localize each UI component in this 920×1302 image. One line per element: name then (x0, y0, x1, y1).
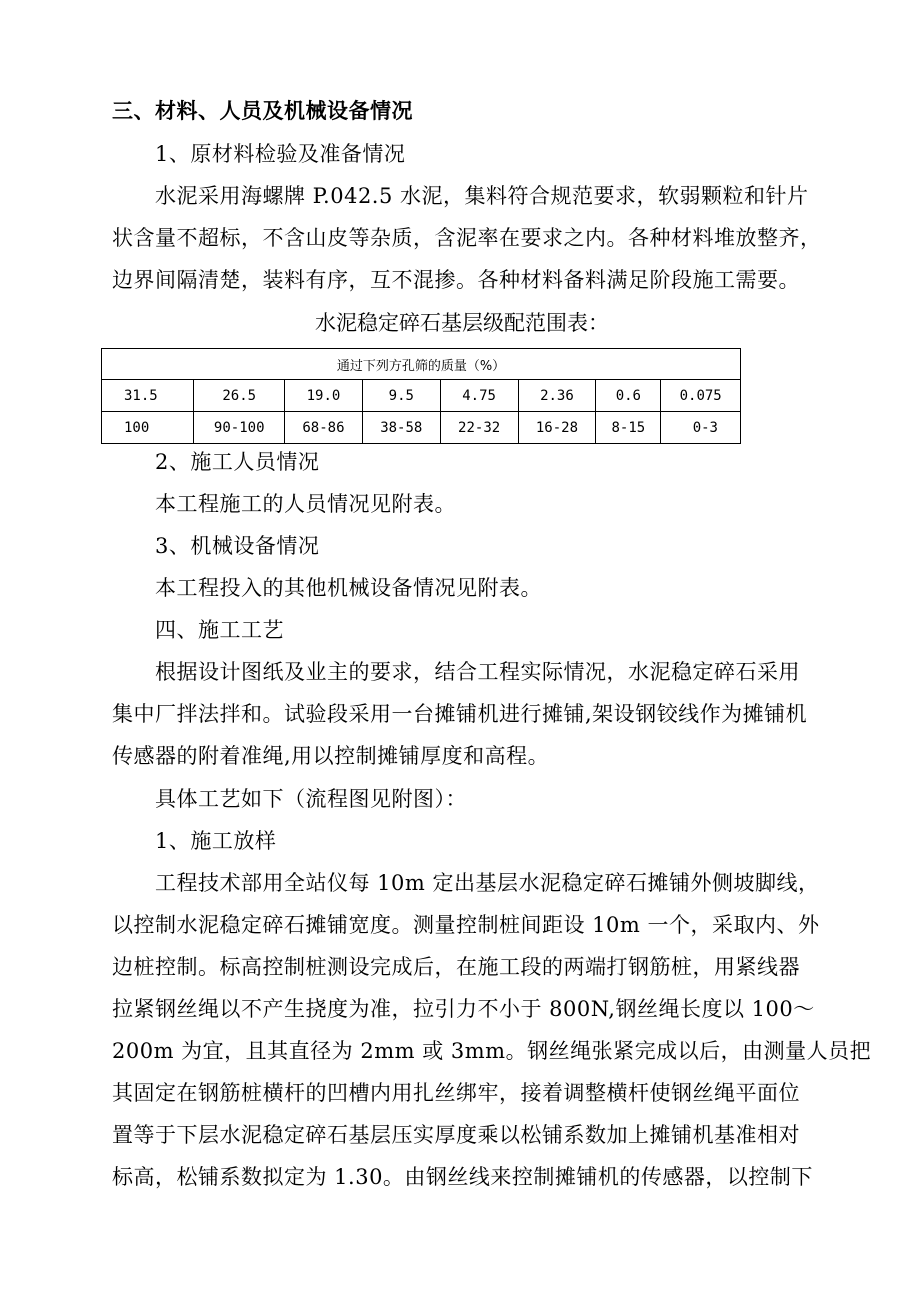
sieve-size-cell: 0.6 (596, 380, 661, 412)
subsection-2-title: 2、施工人员情况 (155, 450, 320, 474)
section-4-title: 四、施工工艺 (155, 618, 284, 642)
paragraph-line: 200m 为宜，且其直径为 2mm 或 3mm。钢丝绳张紧完成以后，由测量人员把 (112, 1039, 872, 1063)
section-3-title: 三、材料、人员及机械设备情况 (112, 98, 413, 123)
passing-cell: 0-3 (661, 412, 741, 444)
gradation-table (101, 348, 741, 444)
paragraph-line: 根据设计图纸及业主的要求，结合工程实际情况，水泥稳定碎石采用 (155, 660, 800, 684)
paragraph-line: 集中厂拌法拌和。试验段采用一台摊铺机进行摊铺,架设钢铰线作为摊铺机 (112, 702, 808, 726)
paragraph-line: 水泥采用海螺牌 P.042.5 水泥，集料符合规范要求，软弱颗粒和针片 (155, 184, 809, 208)
table-header-row (102, 349, 741, 380)
sieve-size-cell: 4.75 (440, 380, 518, 412)
subsection-title: 1、施工放样 (155, 829, 277, 853)
subsection-3-title: 3、机械设备情况 (155, 534, 320, 558)
passing-cell: 38-58 (362, 412, 440, 444)
passing-cell: 8-15 (596, 412, 661, 444)
passing-cell: 90-100 (194, 412, 285, 444)
subsection-1-title: 1、原材料检验及准备情况 (155, 142, 406, 166)
table-row (102, 412, 741, 444)
sieve-size-cell: 2.36 (518, 380, 596, 412)
sieve-size-cell: 31.5 (102, 380, 194, 412)
sieve-size-cell: 0.075 (661, 380, 741, 412)
passing-cell: 68-86 (285, 412, 363, 444)
paragraph-line: 传感器的附着准绳,用以控制摊铺厚度和高程。 (112, 744, 550, 768)
sieve-size-cell: 9.5 (362, 380, 440, 412)
paragraph-line: 本工程施工的人员情况见附表。 (155, 492, 456, 516)
passing-cell: 22-32 (440, 412, 518, 444)
paragraph-line: 边桩控制。标高控制桩测设完成后，在施工段的两端打钢筋桩，用紧线器 (112, 955, 800, 979)
paragraph-line: 具体工艺如下（流程图见附图）： (155, 787, 467, 811)
paragraph-line: 工程技术部用全站仪每 10m 定出基层水泥稳定碎石摊铺外侧坡脚线， (155, 871, 820, 895)
paragraph-line: 其固定在钢筋桩横杆的凹槽内用扎丝绑牢，接着调整横杆使钢丝绳平面位 (112, 1081, 800, 1105)
paragraph-line: 本工程投入的其他机械设备情况见附表。 (155, 576, 542, 600)
sieve-size-cell: 19.0 (285, 380, 363, 412)
table-row (102, 380, 741, 412)
table-header-cell: 通过下列方孔筛的质量（%） (102, 349, 741, 380)
paragraph-line: 以控制水泥稳定碎石摊铺宽度。测量控制桩间距设 10m 一个，采取内、外 (112, 913, 820, 937)
paragraph-line: 状含量不超标，不含山皮等杂质，含泥率在要求之内。各种材料堆放整齐， (112, 226, 822, 250)
paragraph-line: 拉紧钢丝绳以不产生挠度为准，拉引力不小于 800N,钢丝绳长度以 100～ (112, 997, 815, 1021)
passing-cell: 16-28 (518, 412, 596, 444)
table-caption: 水泥稳定碎石基层级配范围表： (315, 311, 609, 335)
paragraph-line: 边界间隔清楚，装料有序，互不混掺。各种材料备料满足阶段施工需要。 (112, 268, 800, 292)
paragraph-line: 置等于下层水泥稳定碎石基层压实厚度乘以松铺系数加上摊铺机基准相对 (112, 1123, 800, 1147)
paragraph-line: 标高，松铺系数拟定为 1.30。由钢丝线来控制摊铺机的传感器，以控制下 (112, 1165, 813, 1189)
sieve-size-cell: 26.5 (194, 380, 285, 412)
passing-cell: 100 (102, 412, 194, 444)
